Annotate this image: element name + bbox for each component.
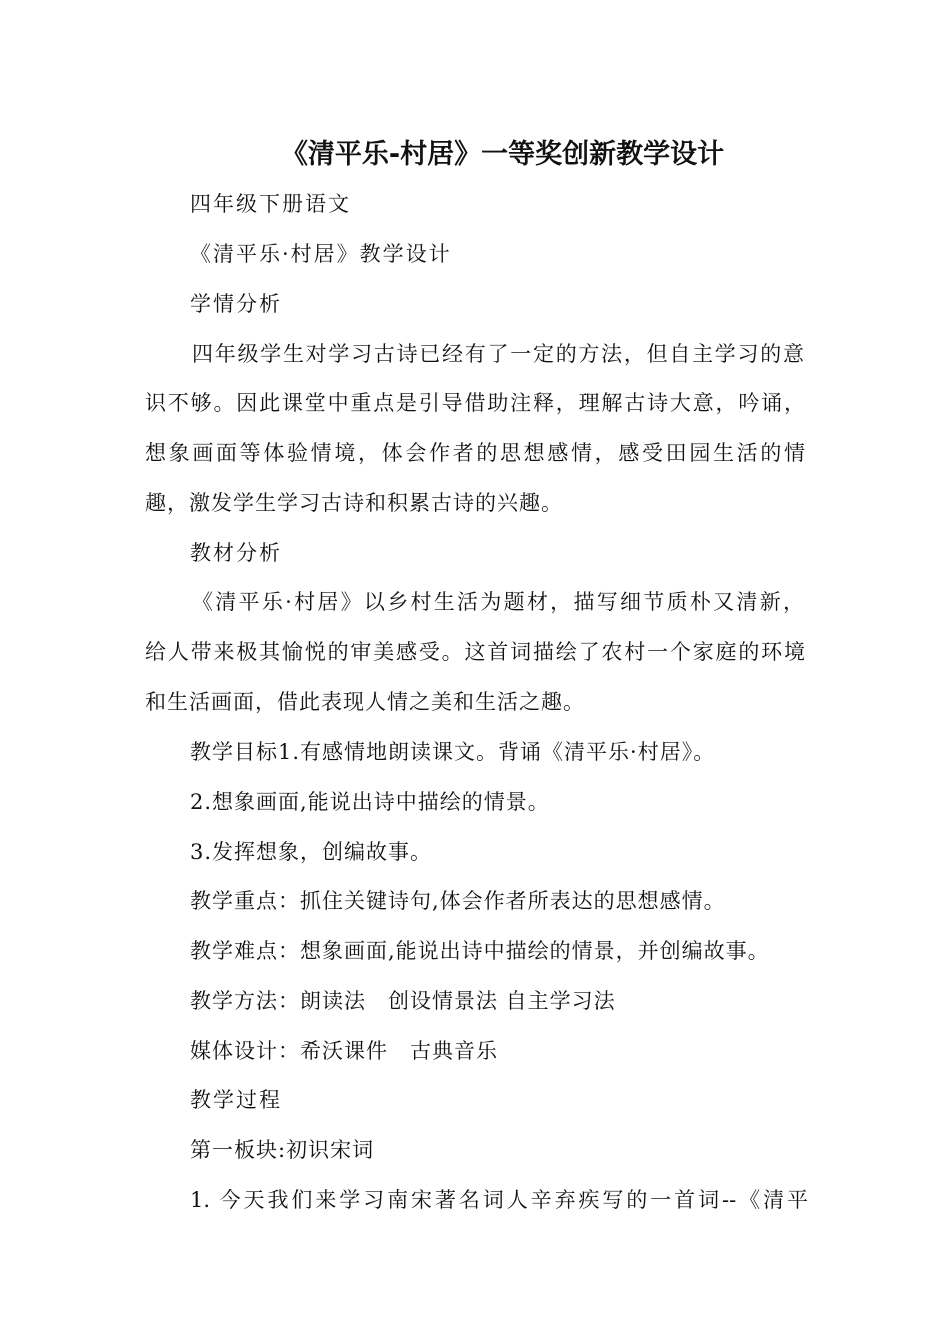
- text-line-design-title: 《清平乐·村居》教学设计: [190, 242, 452, 266]
- teaching-goal-1: 教学目标1.有感情地朗读课文。背诵《清平乐·村居》。: [190, 740, 716, 764]
- teaching-difficulty: 教学难点：想象画面,能说出诗中描绘的情景，并创编故事。: [190, 939, 770, 963]
- section-heading-student-analysis: 学情分析: [190, 292, 282, 316]
- teaching-goal-3: 3.发挥想象，创编故事。: [190, 840, 433, 864]
- paragraph-line: 1. 今天我们来学习南宋著名词人辛弃疾写的一首词--《清平: [190, 1188, 808, 1212]
- paragraph-line: 给人带来极其愉悦的审美感受。这首词描绘了农村一个家庭的环境: [145, 640, 805, 664]
- paragraph-line: 识不够。因此课堂中重点是引导借助注释，理解古诗大意，吟诵，: [145, 391, 805, 415]
- media-design: 媒体设计：希沃课件 古典音乐: [190, 1039, 498, 1063]
- teaching-focus: 教学重点：抓住关键诗句,体会作者所表达的思想感情。: [190, 889, 726, 913]
- teaching-goal-2: 2.想象画面,能说出诗中描绘的情景。: [190, 790, 550, 814]
- paragraph-line: 想象画面等体验情境，体会作者的思想感情，感受田园生活的情: [145, 441, 805, 465]
- section-heading-part-one: 第一板块:初识宋词: [190, 1138, 375, 1162]
- paragraph-line: 《清平乐·村居》以乡村生活为题材，描写细节质朴又清新，: [192, 590, 804, 614]
- paragraph-line: 趣，激发学生学习古诗和积累古诗的兴趣。: [145, 491, 563, 515]
- section-heading-material-analysis: 教材分析: [190, 541, 282, 565]
- text-line-grade: 四年级下册语文: [190, 192, 351, 216]
- document-title: 《清平乐-村居》一等奖创新教学设计: [280, 139, 725, 170]
- teaching-method: 教学方法：朗读法 创设情景法 自主学习法: [190, 989, 616, 1013]
- paragraph-line: 四年级学生对学习古诗已经有了一定的方法，但自主学习的意: [192, 342, 804, 366]
- paragraph-line: 和生活画面，借此表现人情之美和生活之趣。: [145, 690, 585, 714]
- section-heading-teaching-process: 教学过程: [190, 1088, 282, 1112]
